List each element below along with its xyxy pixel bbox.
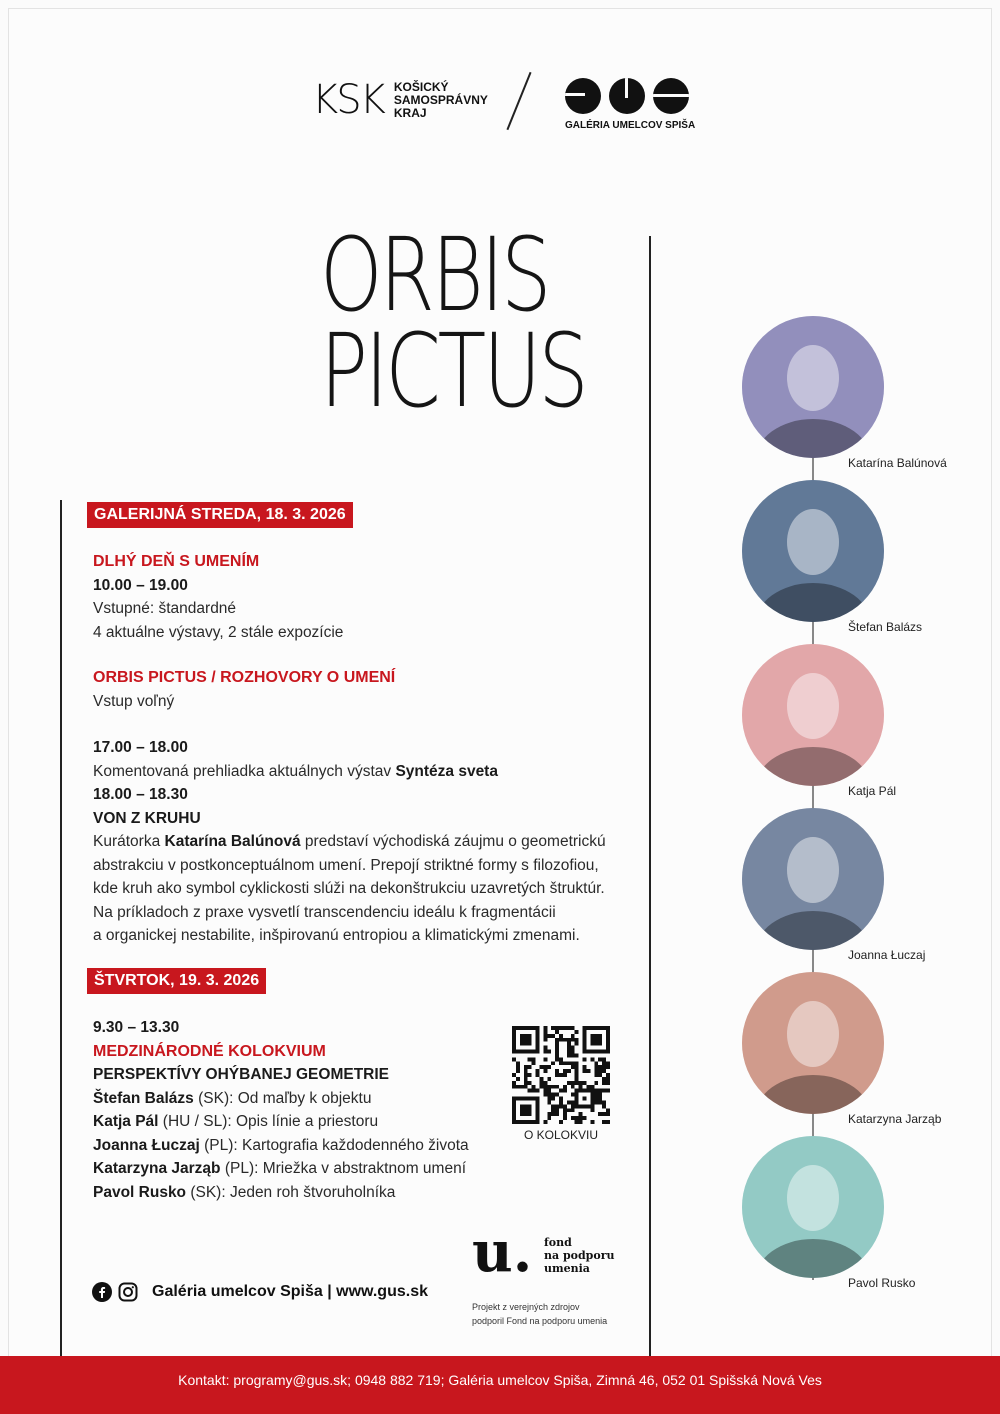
gus-logo [565, 78, 696, 131]
date-tag-day1: GALERIJNÁ STREDA, 18. 3. 2026 [87, 502, 353, 528]
portrait-silhouette [742, 644, 884, 786]
event-subtitle: PERSPEKTÍVY OHÝBANEJ GEOMETRIE [93, 1066, 389, 1083]
portrait-silhouette [742, 972, 884, 1114]
date-tag-day2: ŠTVRTOK, 19. 3. 2026 [87, 968, 266, 994]
speaker-portrait [742, 480, 884, 622]
social-text[interactable]: Galéria umelcov Spiša | www.gus.sk [152, 1283, 428, 1300]
event-title: ORBIS PICTUS / ROZHOVORY O UMENÍ [93, 669, 396, 686]
qr-code[interactable] [512, 1026, 610, 1124]
speaker-portrait [742, 808, 884, 950]
fund-logo-mark: u. [472, 1219, 533, 1285]
talk-item: Katja Pál (HU / SL): Opis línie a priestoru [93, 1113, 379, 1130]
slot-time: 18.00 – 18.30 [93, 786, 188, 803]
event-time: 9.30 – 13.30 [93, 1019, 180, 1036]
event-title: DLHÝ DEŇ S UMENÍM [93, 553, 260, 570]
talk-item: Štefan Balázs (SK): Od maľby k objektu [93, 1089, 372, 1107]
speaker-portrait [742, 644, 884, 786]
slot-description: Kurátorka Katarína Balúnová predstaví východiská záujmu o geometrickú [93, 833, 606, 850]
event-slots [93, 736, 606, 948]
event-colloquium [93, 1016, 469, 1204]
portrait-silhouette [742, 1136, 884, 1278]
talk-item: Pavol Rusko (SK): Jeden roh štvoruholníka [93, 1183, 396, 1201]
speaker-portrait [742, 1136, 884, 1278]
event-orbis-talks [93, 666, 395, 713]
footer-contact: Kontakt: programy@gus.sk; 0948 882 719; Galéria umelcov Spiša, Zimná 46, 052 01 Spišská Nová Ves [178, 1372, 822, 1388]
speaker-name: Katarzyna Jarząb [848, 1112, 942, 1126]
talk-item: Katarzyna Jarząb (PL): Mriežka v abstraktnom umení [93, 1160, 467, 1177]
event-detail: Vstup voľný [93, 692, 175, 710]
qr-label: O KOLOKVIU [523, 1128, 599, 1142]
slot-description: abstrakciu v postkonceptuálnom umení. Prepojí striktné formy s filozofiou, [93, 856, 599, 874]
portrait-silhouette [742, 808, 884, 950]
facebook-icon[interactable] [92, 1282, 112, 1302]
speaker-name: Joanna Łuczaj [848, 948, 926, 962]
ksk-logo-text: KOŠICKÝ SAMOSPRÁVNY KRAJ [393, 79, 488, 120]
slot-time: 17.00 – 18.00 [93, 739, 188, 756]
gus-circle-s [653, 78, 689, 114]
event-long-day [93, 550, 343, 644]
event-detail: Vstupné: štandardné [93, 600, 237, 617]
event-time: 10.00 – 19.00 [93, 576, 188, 594]
gus-circle-g [565, 78, 601, 114]
speaker-name: Štefan Balázs [848, 620, 923, 634]
event-title: MEDZINÁRODNÉ KOLOKVIUM [93, 1042, 326, 1060]
divider-line [649, 236, 651, 1356]
speaker-portrait [742, 972, 884, 1114]
instagram-icon[interactable] [118, 1282, 138, 1302]
speaker-name: Katarína Balúnová [848, 456, 947, 470]
talk-item: Joanna Łuczaj (PL): Kartografia každodenného života [93, 1136, 469, 1154]
speaker-portrait [742, 316, 884, 458]
slot-description: a organickej nestabilite, inšpirovanú entropiou a klimatickými zmenami. [93, 927, 580, 944]
fund-note: Projekt z verejných zdrojov podporil Fond na podporu umenia [472, 1302, 608, 1326]
poster-title: ORBIS PICTUS [320, 216, 586, 431]
speaker-name: Katja Pál [848, 784, 897, 798]
gus-circle-u [609, 78, 645, 114]
speaker-name: Pavol Rusko [848, 1276, 916, 1290]
ksk-logo [312, 77, 488, 123]
slot-description: kde kruh ako symbol cyklickosti slúži na dekonštrukciu uzavretých štruktúr. [93, 880, 605, 897]
gus-logo-label: GALÉRIA UMELCOV SPIŠA [565, 120, 696, 131]
slot-title: VON Z KRUHU [93, 809, 201, 827]
slot-description: Na príkladoch z praxe vysvetlí transcendenciu ideálu k fragmentácii [93, 903, 556, 921]
social-links [92, 1282, 428, 1302]
portrait-silhouette [742, 480, 884, 622]
left-rule [60, 500, 62, 1356]
ksk-logo-mark: KSK [312, 77, 384, 123]
slot-text: Komentovaná prehliadka aktuálnych výstav Syntéza sveta [93, 762, 498, 780]
portrait-silhouette [742, 316, 884, 458]
fund-logo-text: fond na podporu umenia [544, 1236, 615, 1275]
event-detail: 4 aktuálne výstavy, 2 stále expozície [93, 623, 344, 641]
